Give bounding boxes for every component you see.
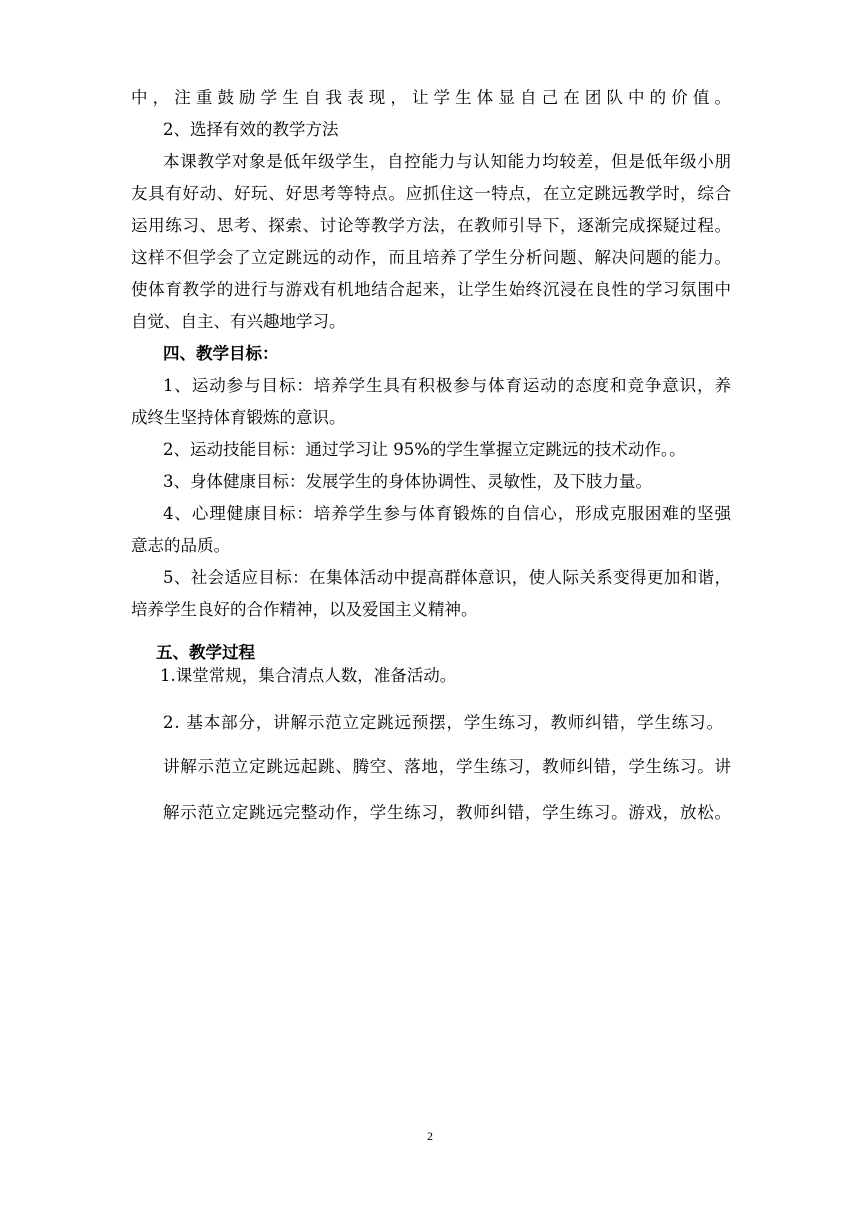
paragraph-line: 意志的品质。 [131, 536, 230, 555]
section-heading: 四、教学目标： [163, 344, 279, 363]
paragraph-line: 中，注重鼓励学生自我表现，让学生体显自己在团队中的价值。 [131, 88, 737, 107]
paragraph-line: 使体育教学的进行与游戏有机地结合起来，让学生始终沉浸在良性的学习氛围中 [131, 280, 732, 299]
section-heading: 五、教学过程 [156, 643, 255, 662]
paragraph-line: 3、身体健康目标：发展学生的身体协调性、灵敏性，及下肢力量。 [163, 472, 652, 491]
paragraph-line: 1、运动参与目标：培养学生具有积极参与体育运动的态度和竞争意识，养 [163, 376, 732, 395]
paragraph-line: 5、社会适应目标：在集体活动中提高群体意识，使人际关系变得更加和谐， [163, 568, 732, 587]
paragraph-line: 培养学生良好的合作精神，以及爱国主义精神。 [131, 600, 478, 619]
paragraph-line: 2、运动技能目标：通过学习让 95%的学生掌握立定跳远的技术动作。。 [163, 440, 686, 459]
paragraph-line: 运用练习、思考、探索、讨论等教学方法，在教师引导下，逐渐完成探疑过程。 [131, 216, 732, 235]
paragraph-line: 友具有好动、好玩、好思考等特点。应抓住这一特点，在立定跳远教学时，综合 [131, 184, 732, 203]
paragraph-line: 2. 基本部分，讲解示范立定跳远预摆，学生练习，教师纠错，学生练习。 [163, 713, 724, 732]
paragraph-line: 解示范立定跳远完整动作，学生练习，教师纠错，学生练习。游戏，放松。 [163, 803, 732, 822]
paragraph-line: 自觉、自主、有兴趣地学习。 [131, 312, 346, 331]
paragraph-line: 这样不但学会了立定跳远的动作，而且培养了学生分析问题、解决问题的能力。 [131, 248, 732, 267]
paragraph-line: 4、心理健康目标：培养学生参与体育锻炼的自信心，形成克服困难的坚强 [163, 504, 732, 523]
page-number: 2 [427, 1129, 433, 1143]
paragraph-line: 成终生坚持体育锻炼的意识。 [131, 408, 346, 427]
paragraph-line: 本课教学对象是低年级学生，自控能力与认知能力均较差，但是低年级小朋 [163, 152, 732, 171]
paragraph-line: 1.课堂常规，集合清点人数，准备活动。 [160, 666, 457, 685]
paragraph-line: 讲解示范立定跳远起跳、腾空、落地，学生练习，教师纠错，学生练习。讲 [163, 757, 732, 776]
section-heading: 2、选择有效的教学方法 [163, 120, 339, 139]
